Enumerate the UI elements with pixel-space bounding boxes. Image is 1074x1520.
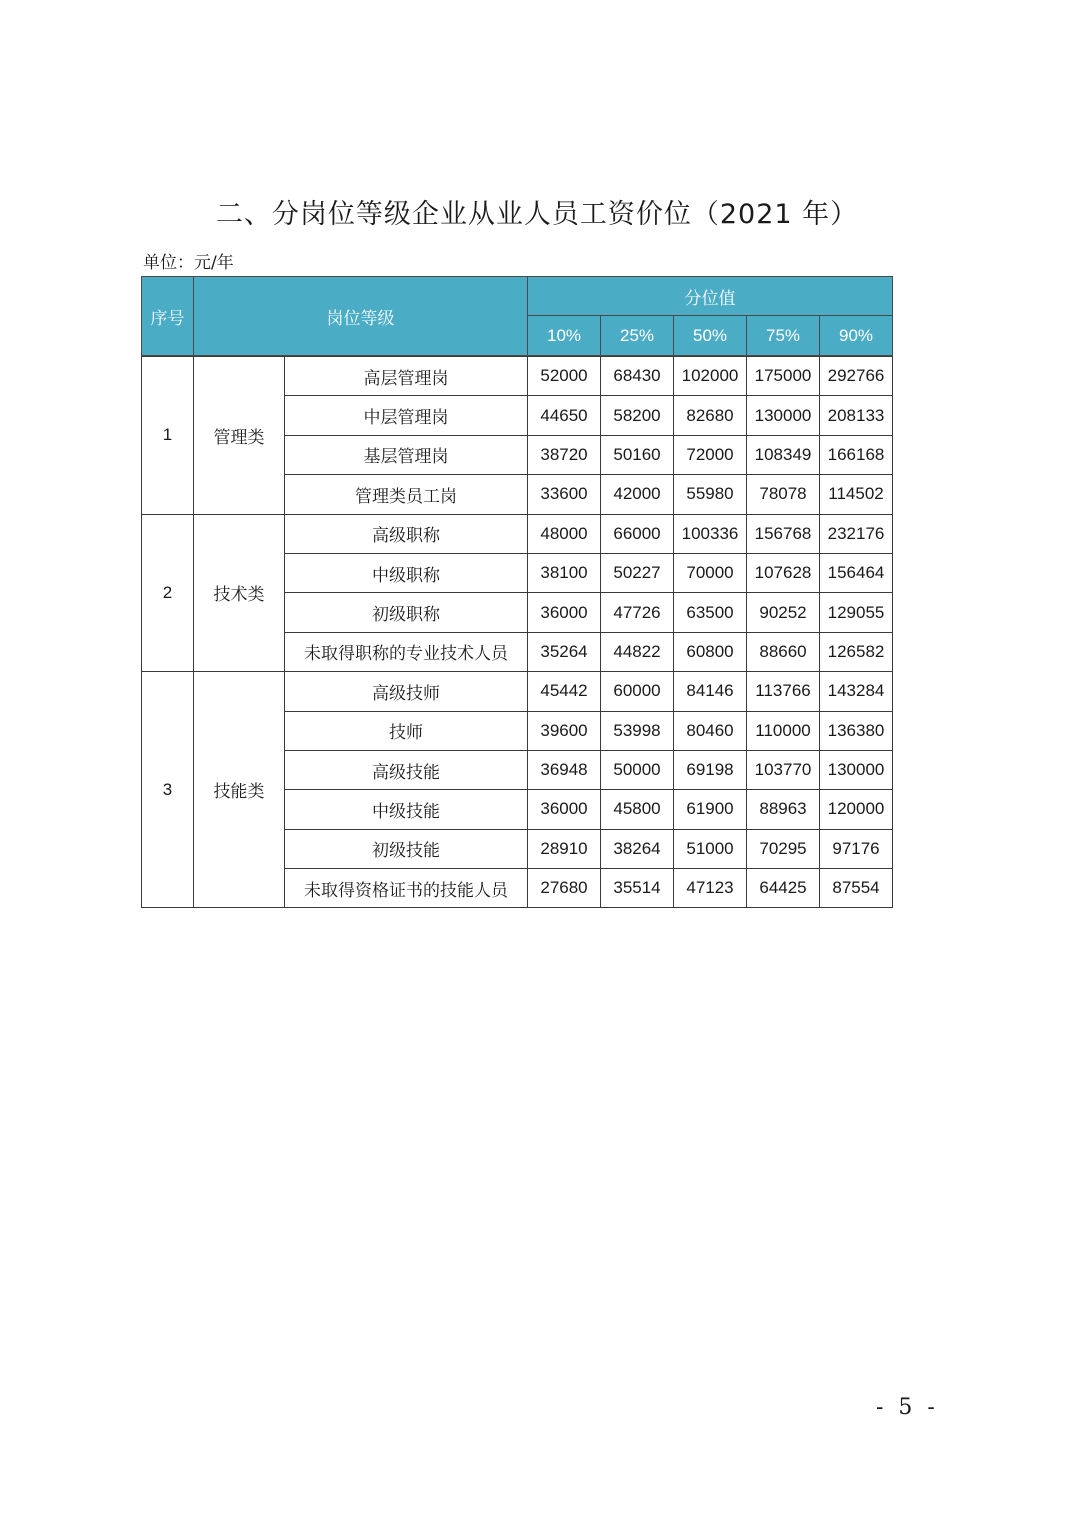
group-seq: 2 bbox=[142, 514, 194, 672]
wage-value: 103770 bbox=[747, 750, 820, 789]
wage-value: 47123 bbox=[674, 869, 747, 908]
table-row bbox=[142, 514, 893, 553]
wage-value: 232176 bbox=[820, 514, 893, 553]
wage-value: 60800 bbox=[674, 632, 747, 671]
wage-value: 143284 bbox=[820, 672, 893, 711]
position-name: 高级技能 bbox=[285, 750, 528, 789]
position-name: 初级职称 bbox=[285, 593, 528, 632]
wage-value: 84146 bbox=[674, 672, 747, 711]
wage-value: 38720 bbox=[528, 435, 601, 474]
wage-value: 88660 bbox=[747, 632, 820, 671]
wage-value: 35264 bbox=[528, 632, 601, 671]
position-name: 未取得职称的专业技术人员 bbox=[285, 632, 528, 671]
wage-value: 64425 bbox=[747, 869, 820, 908]
wage-value: 45442 bbox=[528, 672, 601, 711]
position-name: 高层管理岗 bbox=[285, 357, 528, 396]
wage-value: 129055 bbox=[820, 593, 893, 632]
wage-value: 120000 bbox=[820, 790, 893, 829]
wage-value: 38100 bbox=[528, 553, 601, 592]
wage-value: 45800 bbox=[601, 790, 674, 829]
wage-value: 69198 bbox=[674, 750, 747, 789]
wage-value: 50000 bbox=[601, 750, 674, 789]
wage-value: 80460 bbox=[674, 711, 747, 750]
group-category: 技能类 bbox=[194, 672, 285, 908]
wage-value: 102000 bbox=[674, 357, 747, 396]
position-name: 未取得资格证书的技能人员 bbox=[285, 869, 528, 908]
page-title: 二、分岗位等级企业从业人员工资价位（2021 年） bbox=[215, 199, 859, 230]
header-p10: 10% bbox=[528, 316, 601, 356]
wage-value: 50160 bbox=[601, 435, 674, 474]
header-p25: 25% bbox=[601, 316, 674, 356]
wage-value: 126582 bbox=[820, 632, 893, 671]
wage-value: 42000 bbox=[601, 475, 674, 514]
position-name: 基层管理岗 bbox=[285, 435, 528, 474]
wage-value: 47726 bbox=[601, 593, 674, 632]
wage-table bbox=[141, 276, 893, 908]
wage-value: 110000 bbox=[747, 711, 820, 750]
wage-value: 156464 bbox=[820, 553, 893, 592]
wage-value: 63500 bbox=[674, 593, 747, 632]
wage-value: 44650 bbox=[528, 396, 601, 435]
header-p75: 75% bbox=[747, 316, 820, 356]
wage-value: 72000 bbox=[674, 435, 747, 474]
wage-value: 175000 bbox=[747, 357, 820, 396]
wage-value: 90252 bbox=[747, 593, 820, 632]
wage-value: 70000 bbox=[674, 553, 747, 592]
wage-value: 51000 bbox=[674, 829, 747, 868]
position-name: 高级技师 bbox=[285, 672, 528, 711]
unit-label: 单位：元/年 bbox=[143, 253, 234, 273]
wage-value: 100336 bbox=[674, 514, 747, 553]
header-percentile-group: 分位值 bbox=[528, 277, 893, 316]
position-name: 中层管理岗 bbox=[285, 396, 528, 435]
wage-value: 70295 bbox=[747, 829, 820, 868]
wage-value: 88963 bbox=[747, 790, 820, 829]
wage-value: 87554 bbox=[820, 869, 893, 908]
position-name: 中级技能 bbox=[285, 790, 528, 829]
wage-value: 33600 bbox=[528, 475, 601, 514]
wage-value: 108349 bbox=[747, 435, 820, 474]
wage-value: 156768 bbox=[747, 514, 820, 553]
wage-value: 166168 bbox=[820, 435, 893, 474]
wage-value: 39600 bbox=[528, 711, 601, 750]
wage-value: 44822 bbox=[601, 632, 674, 671]
wage-value: 66000 bbox=[601, 514, 674, 553]
table-body bbox=[142, 357, 893, 908]
wage-value: 61900 bbox=[674, 790, 747, 829]
wage-value: 36000 bbox=[528, 790, 601, 829]
wage-value: 292766 bbox=[820, 357, 893, 396]
wage-value: 27680 bbox=[528, 869, 601, 908]
wage-value: 82680 bbox=[674, 396, 747, 435]
wage-value: 130000 bbox=[747, 396, 820, 435]
header-position-level: 岗位等级 bbox=[194, 277, 528, 356]
table-row bbox=[142, 357, 893, 396]
wage-value: 107628 bbox=[747, 553, 820, 592]
position-name: 初级技能 bbox=[285, 829, 528, 868]
wage-value: 136380 bbox=[820, 711, 893, 750]
wage-value: 130000 bbox=[820, 750, 893, 789]
wage-value: 78078 bbox=[747, 475, 820, 514]
wage-value: 58200 bbox=[601, 396, 674, 435]
position-name: 管理类员工岗 bbox=[285, 475, 528, 514]
wage-value: 114502 bbox=[820, 475, 893, 514]
group-seq: 3 bbox=[142, 672, 194, 908]
wage-value: 28910 bbox=[528, 829, 601, 868]
header-p50: 50% bbox=[674, 316, 747, 356]
wage-value: 50227 bbox=[601, 553, 674, 592]
table-row bbox=[142, 672, 893, 711]
wage-value: 53998 bbox=[601, 711, 674, 750]
header-seq: 序号 bbox=[142, 277, 194, 356]
wage-value: 60000 bbox=[601, 672, 674, 711]
wage-value: 36000 bbox=[528, 593, 601, 632]
wage-value: 55980 bbox=[674, 475, 747, 514]
wage-value: 208133 bbox=[820, 396, 893, 435]
wage-value: 113766 bbox=[747, 672, 820, 711]
group-category: 技术类 bbox=[194, 514, 285, 672]
wage-value: 97176 bbox=[820, 829, 893, 868]
position-name: 中级职称 bbox=[285, 553, 528, 592]
position-name: 高级职称 bbox=[285, 514, 528, 553]
group-category: 管理类 bbox=[194, 357, 285, 515]
wage-value: 36948 bbox=[528, 750, 601, 789]
position-name: 技师 bbox=[285, 711, 528, 750]
wage-value: 52000 bbox=[528, 357, 601, 396]
wage-value: 68430 bbox=[601, 357, 674, 396]
group-seq: 1 bbox=[142, 357, 194, 515]
wage-value: 35514 bbox=[601, 869, 674, 908]
page-number: - 5 - bbox=[876, 1395, 939, 1420]
wage-value: 38264 bbox=[601, 829, 674, 868]
header-p90: 90% bbox=[820, 316, 893, 356]
wage-value: 48000 bbox=[528, 514, 601, 553]
